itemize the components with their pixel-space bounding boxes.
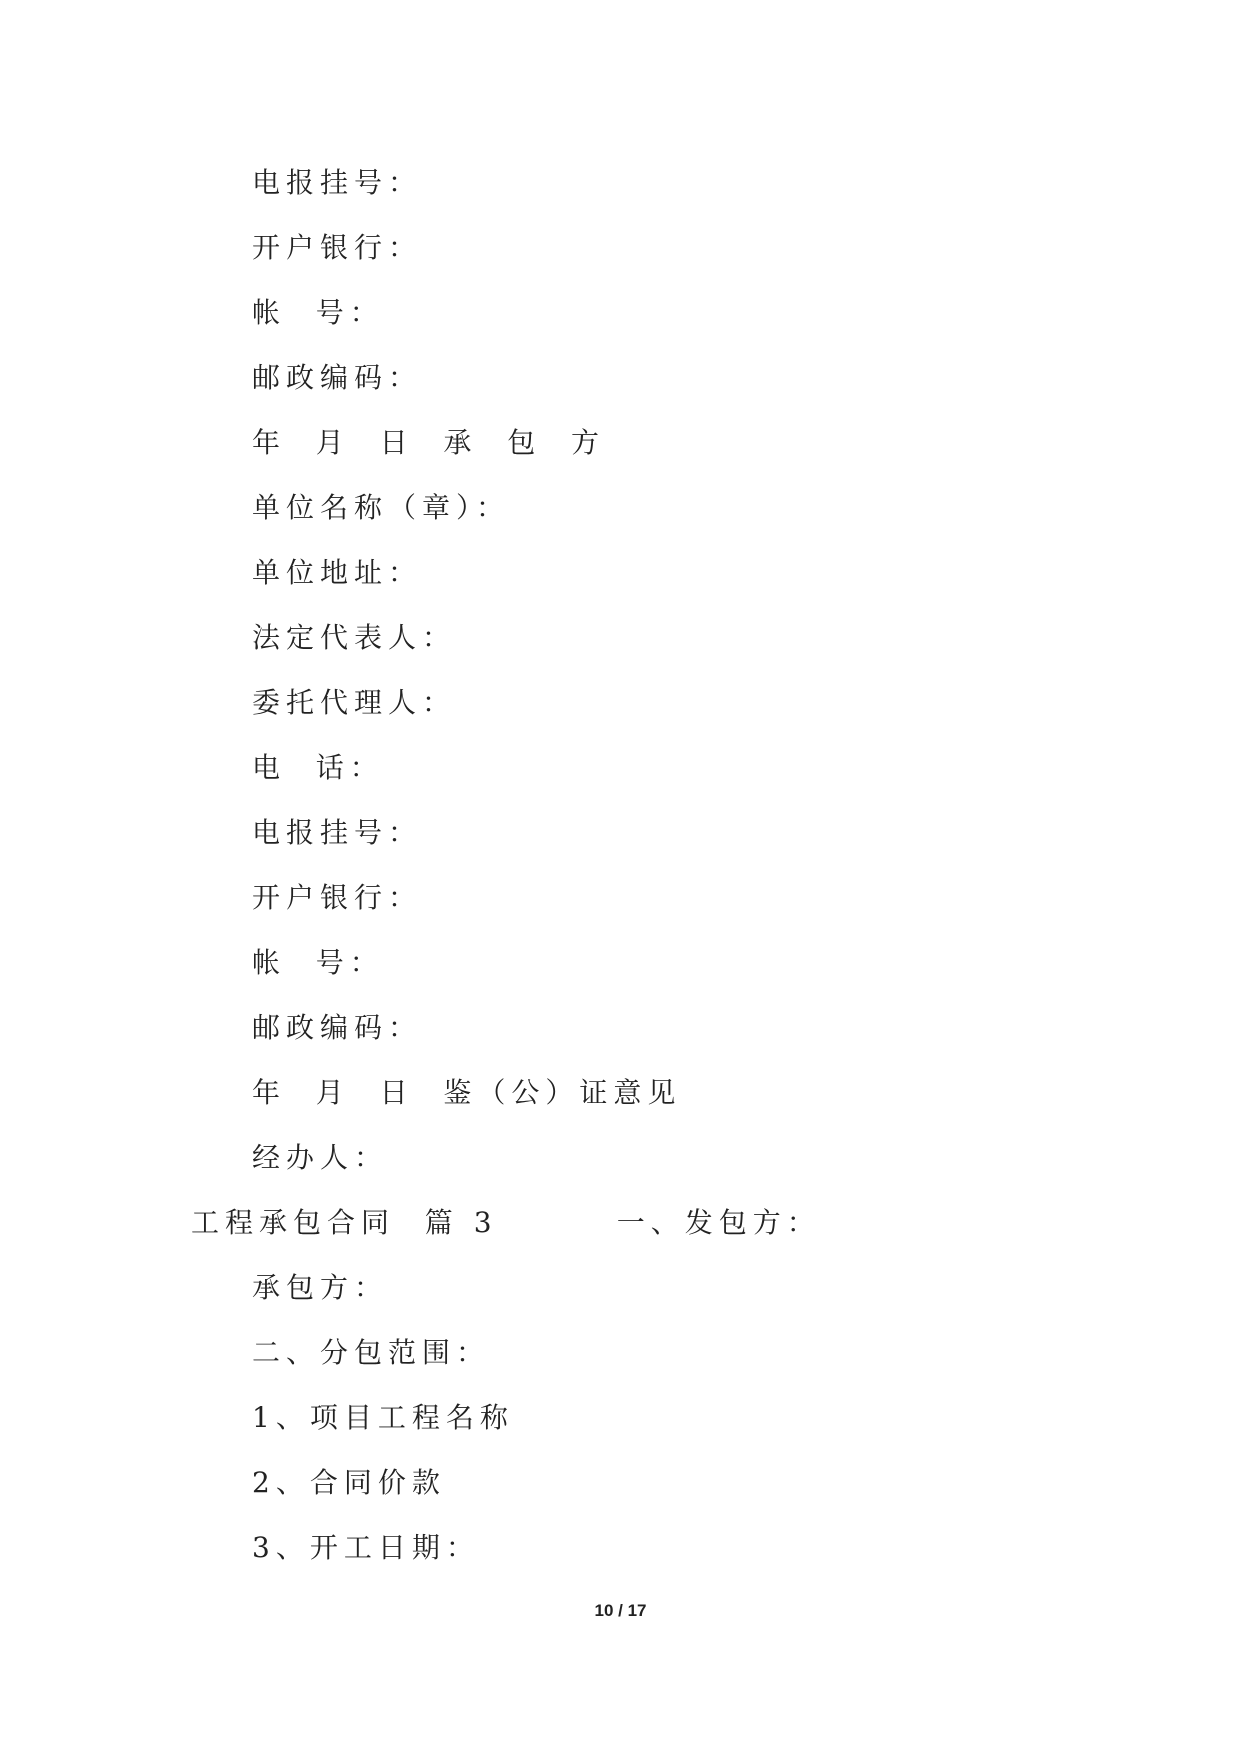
unit-address-label: 单位地址：: [252, 556, 423, 589]
account-label: 帐 号：: [252, 946, 384, 979]
legal-representative-label: 法定代表人：: [252, 621, 457, 654]
bank-label: 开户银行：: [252, 881, 423, 914]
date-contractor-line: 年 月 日 承 包 方: [252, 426, 606, 459]
postal-code-label: 邮政编码：: [252, 1011, 423, 1044]
handler-label: 经办人：: [252, 1141, 389, 1174]
phone-label: 电 话：: [252, 751, 384, 784]
account-label: 帐 号：: [252, 296, 384, 329]
unit-name-label: 单位名称（章）：: [252, 491, 511, 524]
start-date-item: 3、开工日期：: [252, 1531, 480, 1564]
contract-price-item: 2、合同价款: [252, 1466, 446, 1499]
bank-label: 开户银行：: [252, 231, 423, 264]
contractor-label: 承包方：: [252, 1271, 389, 1304]
telegraph-label: 电报挂号：: [252, 816, 423, 849]
contract-section-heading: 工程承包合同 篇 3 一、发包方：: [191, 1206, 821, 1239]
page-number: 10 / 17: [594, 1601, 647, 1620]
telegraph-label: 电报挂号：: [252, 166, 423, 199]
agent-label: 委托代理人：: [252, 686, 457, 719]
subcontract-scope-heading: 二、分包范围：: [252, 1336, 491, 1369]
postal-code-label: 邮政编码：: [252, 361, 423, 394]
project-name-item: 1、项目工程名称: [252, 1401, 514, 1434]
date-notarization-line: 年 月 日 鉴（公）证意见: [252, 1076, 682, 1109]
